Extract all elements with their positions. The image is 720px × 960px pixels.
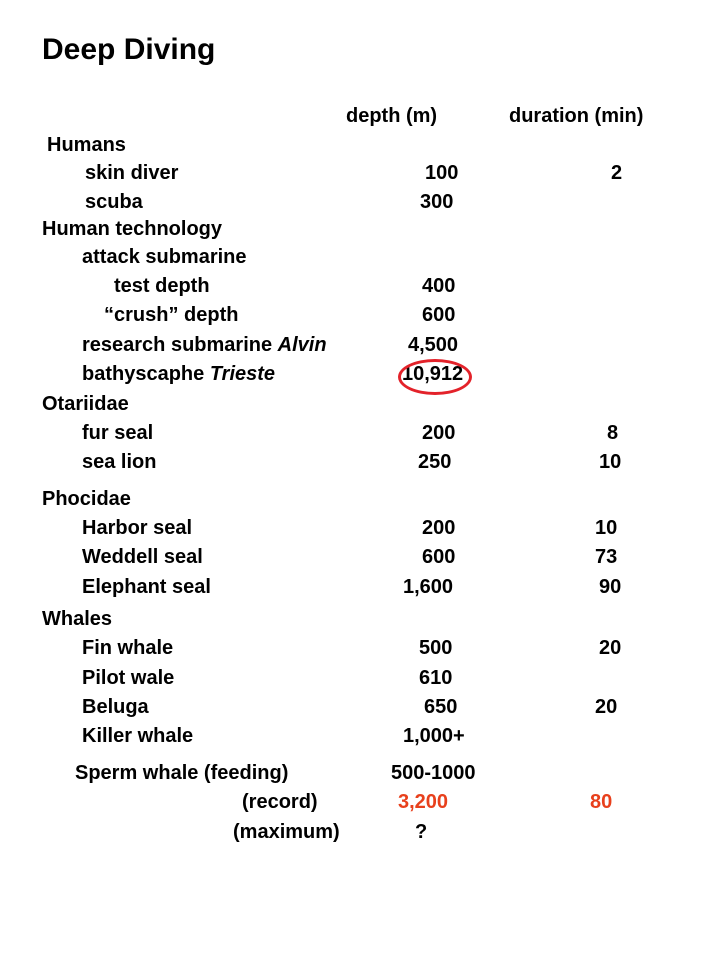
- row-beluga-duration: 20: [595, 696, 618, 718]
- row-killer-whale-depth: 1,000+: [403, 725, 465, 747]
- row-sea-lion-duration: 10: [599, 451, 622, 473]
- row-attack-submarine-label: attack submarine: [82, 246, 247, 268]
- row-test-depth-depth: 400: [422, 275, 456, 297]
- row-pilot-wale-depth: 610: [419, 667, 453, 689]
- section-otariidae: Otariidae: [42, 393, 129, 415]
- section-humans: Humans: [47, 134, 126, 156]
- row-fur-seal-depth: 200: [422, 422, 456, 444]
- row-sperm-record-duration: 80: [590, 791, 613, 813]
- row-alvin-label: [82, 333, 327, 357]
- row-elephant-seal-duration: 90: [599, 576, 622, 598]
- row-beluga-depth: 650: [424, 696, 458, 718]
- section-whales: Whales: [42, 608, 113, 630]
- row-beluga-label: Beluga: [82, 696, 149, 718]
- row-fur-seal-label: fur seal: [82, 422, 154, 444]
- row-sperm-maximum-depth: ?: [415, 821, 428, 843]
- row-trieste-label: [82, 362, 275, 386]
- row-scuba-label: scuba: [85, 191, 143, 213]
- row-sperm-record-depth: 3,200: [398, 791, 449, 813]
- row-crush-depth-depth: 600: [422, 304, 456, 326]
- row-sea-lion-label: sea lion: [82, 451, 157, 473]
- row-sperm-feeding-label: Sperm whale (feeding): [75, 762, 289, 784]
- row-trieste-depth: 10,912: [402, 363, 464, 385]
- row-skin-diver-label: skin diver: [85, 162, 179, 184]
- row-fin-whale-depth: 500: [419, 637, 453, 659]
- row-skin-diver-duration: 2: [611, 162, 623, 184]
- row-elephant-seal-label: Elephant seal: [82, 576, 211, 598]
- section-human-technology: Human technology: [42, 218, 223, 240]
- row-pilot-wale-label: Pilot wale: [82, 667, 175, 689]
- row-crush-depth-label: “crush” depth: [104, 304, 239, 326]
- row-skin-diver-depth: 100: [425, 162, 459, 184]
- row-elephant-seal-depth: 1,600: [403, 576, 454, 598]
- row-fin-whale-duration: 20: [599, 637, 622, 659]
- row-trieste-label-prefix: bathyscaphe: [82, 363, 210, 385]
- row-trieste-label-italic: Trieste: [209, 363, 276, 385]
- row-harbor-seal-depth: 200: [422, 517, 456, 539]
- row-sperm-record-label: (record): [242, 791, 318, 813]
- row-alvin-depth: 4,500: [408, 334, 459, 356]
- row-sperm-maximum-label: (maximum): [233, 821, 340, 843]
- section-phocidae: Phocidae: [42, 488, 131, 510]
- row-alvin-label-italic: Alvin: [277, 334, 327, 356]
- row-harbor-seal-duration: 10: [595, 517, 618, 539]
- row-killer-whale-label: Killer whale: [82, 725, 194, 747]
- header-duration: duration (min): [509, 105, 644, 127]
- row-weddell-seal-duration: 73: [595, 546, 618, 568]
- row-fin-whale-label: Fin whale: [82, 637, 174, 659]
- page-title: Deep Diving: [42, 33, 216, 66]
- header-depth: depth (m): [346, 105, 438, 127]
- row-alvin-label-prefix: research submarine: [82, 334, 278, 356]
- row-sperm-feeding-depth: 500-1000: [391, 762, 476, 784]
- row-weddell-seal-depth: 600: [422, 546, 456, 568]
- row-fur-seal-duration: 8: [607, 422, 619, 444]
- row-scuba-depth: 300: [420, 191, 454, 213]
- highlight-circle: [398, 359, 472, 395]
- row-sea-lion-depth: 250: [418, 451, 452, 473]
- row-test-depth-label: test depth: [114, 275, 210, 297]
- row-weddell-seal-label: Weddell seal: [82, 546, 203, 568]
- row-harbor-seal-label: Harbor seal: [82, 517, 193, 539]
